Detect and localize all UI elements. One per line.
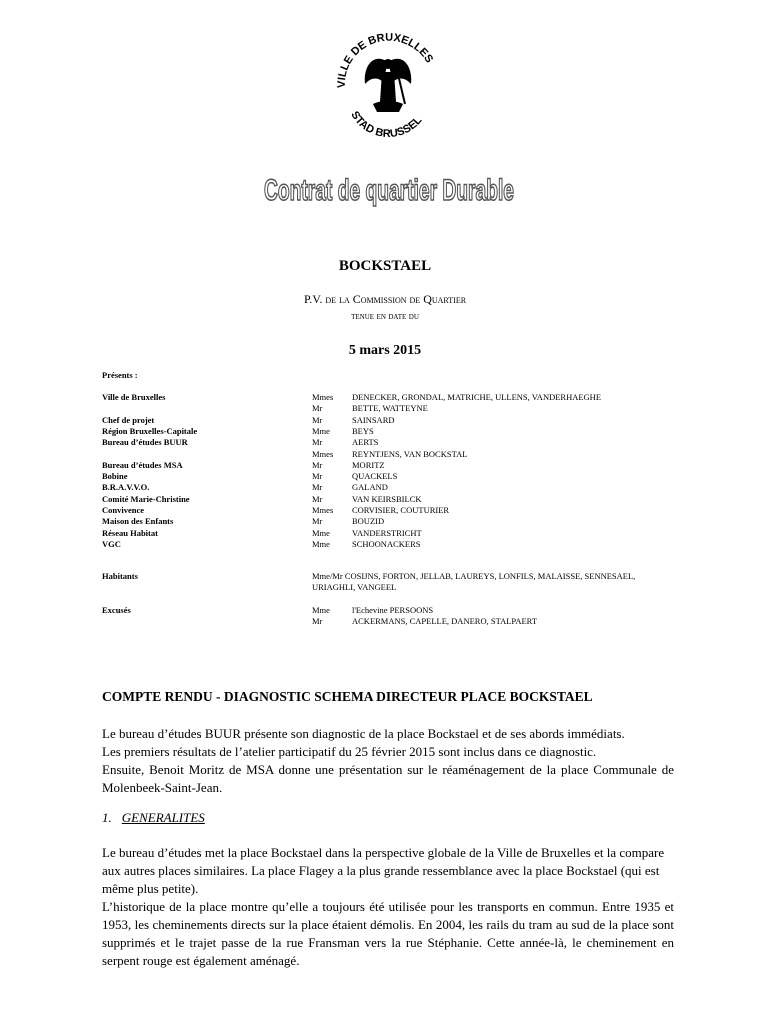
attendee-org: Ville de Bruxelles [102, 392, 166, 402]
attendee-title: Mr [312, 482, 323, 493]
meeting-date: 5 mars 2015 [348, 343, 422, 358]
attendee-org: Région Bruxelles-Capitale [102, 425, 198, 436]
document-subtitle: P.V. de la Commission de Quartier [303, 292, 467, 306]
excuse-names: ACKERMANS, CAPELLE, DANERO, STALPAERT [352, 616, 538, 627]
habitants-names: Mme/Mr COSIJNS, FORTON, JELLAB, LAUREYS, LONFILS, MALAISSE, SENNESAEL, URIAGHLI, VANGEEL [312, 571, 636, 593]
excuse-title: Mme [312, 605, 330, 615]
section-heading-compte-rendu: COMPTE RENDU - DIAGNOSTIC SCHEMA DIRECTEUR PLACE BOCKSTAEL [102, 689, 593, 704]
attendee-names: CORVISIER, COUTURIER [352, 505, 450, 515]
attendee-names: AERTS [352, 437, 379, 448]
svg-text:STAD BRUSSEL: STAD BRUSSEL [348, 109, 425, 141]
attendee-title: Mr [312, 471, 323, 482]
attendee-org: Réseau Habitat [102, 527, 158, 538]
attendee-title: Mr [312, 493, 323, 504]
attendee-title: Mmes [312, 392, 334, 402]
attendee-title: Mr [312, 437, 323, 448]
attendee-title: Mme [312, 527, 330, 538]
attendee-title: Mmes [312, 448, 334, 459]
attendee-names: BETTE, WATTEYNE [352, 403, 428, 414]
document-subtitle-date-intro: tenue en date du [351, 311, 419, 322]
attendee-org: B.R.A.V.V.O. [102, 482, 150, 493]
section-number: 1. [102, 810, 112, 825]
section-1-heading [102, 810, 205, 826]
attendee-title: Mr [312, 403, 323, 414]
excuses-label: Excusés [102, 605, 131, 615]
attendee-org: Comité Marie-Christine [102, 493, 190, 504]
attendee-names: GALAND [352, 482, 388, 493]
attendee-org: Bureau d’études MSA [102, 459, 183, 470]
attendee-names: BOUZID [352, 516, 385, 527]
attendee-title: Mr [312, 516, 323, 527]
section-label: GENERALITES [121, 810, 205, 825]
intro-paragraph [102, 725, 674, 797]
intro-line: Ensuite, Benoit Moritz de MSA donne une présentation sur le réaménagement de la place Communale de Molenbeek-Saint-Jean. [102, 762, 674, 795]
intro-line: Les premiers résultats de l’atelier participatif du 25 février 2015 sont inclus dans ce diagnostic. [102, 744, 597, 759]
generalites-paragraph-2: L’historique de la place montre qu’elle a toujours été utilisée pour les transports en commun. Entre 1935 et 1953, les cheminements directs sur la place étaient démolis. En 2004, les rails du tram au sud de la place sont supprimés et le trajet passe de la rue Fransman vers la rue Stéphanie. Cette année-là, le cheminement en serpent rouge est également aménagé. [102, 899, 674, 968]
excuse-title: Mr [312, 616, 323, 627]
attendee-names: DENECKER, GRONDAL, MATRICHE, ULLENS, VANDERHAEGHE [352, 392, 602, 402]
attendee-names: VANDERSTRICHT [352, 527, 422, 538]
attendee-org: Convivence [102, 505, 145, 515]
intro-line: Le bureau d’études BUUR présente son diagnostic de la place Bockstael et de ses abords immédiats. [102, 726, 625, 741]
attendee-names: VAN KEIRSBILCK [352, 493, 422, 504]
attendee-title: Mr [312, 459, 323, 470]
attendee-org: Bobine [102, 471, 128, 482]
attendee-org: Maison des Enfants [102, 516, 174, 527]
attendee-names: MORITZ [352, 459, 385, 470]
attendee-title: Mme [312, 538, 330, 549]
attendee-names: SAINSARD [352, 414, 395, 425]
generalites-paragraph-1: Le bureau d’études met la place Bockstael dans la perspective globale de la Ville de Bruxelles et la compare aux autres places similaires. La place Flagey a la plus grande ressemblance avec la place Bockstael (qui est même plus petite). [102, 845, 665, 896]
habitants-label: Habitants [102, 571, 138, 581]
ville-de-bruxelles-logo [333, 22, 443, 142]
attendee-names: QUACKELS [352, 471, 398, 482]
attendee-title: Mmes [312, 505, 334, 515]
attendee-org: Chef de projet [102, 414, 155, 425]
attendee-names: SCHOONACKERS [352, 538, 421, 549]
attendee-title: Mr [312, 414, 323, 425]
presents-label: Présents : [102, 370, 138, 380]
attendee-names: REYNTJENS, VAN BOCKSTAL [352, 448, 468, 459]
svg-text:VILLE DE BRUXELLES: VILLE DE BRUXELLES [335, 31, 436, 89]
svg-text:Contrat de quartier Durable: Contrat de quartier Durable [264, 174, 514, 207]
document-title: BOCKSTAEL [338, 258, 432, 274]
attendee-names: BEYS [352, 425, 374, 436]
attendee-org: VGC [102, 538, 121, 549]
attendee-org: Bureau d’études BUUR [102, 437, 188, 448]
attendee-title: Mme [312, 425, 330, 436]
excuse-names: l'Echevine PERSOONS [352, 605, 434, 615]
banner-title [258, 160, 520, 216]
